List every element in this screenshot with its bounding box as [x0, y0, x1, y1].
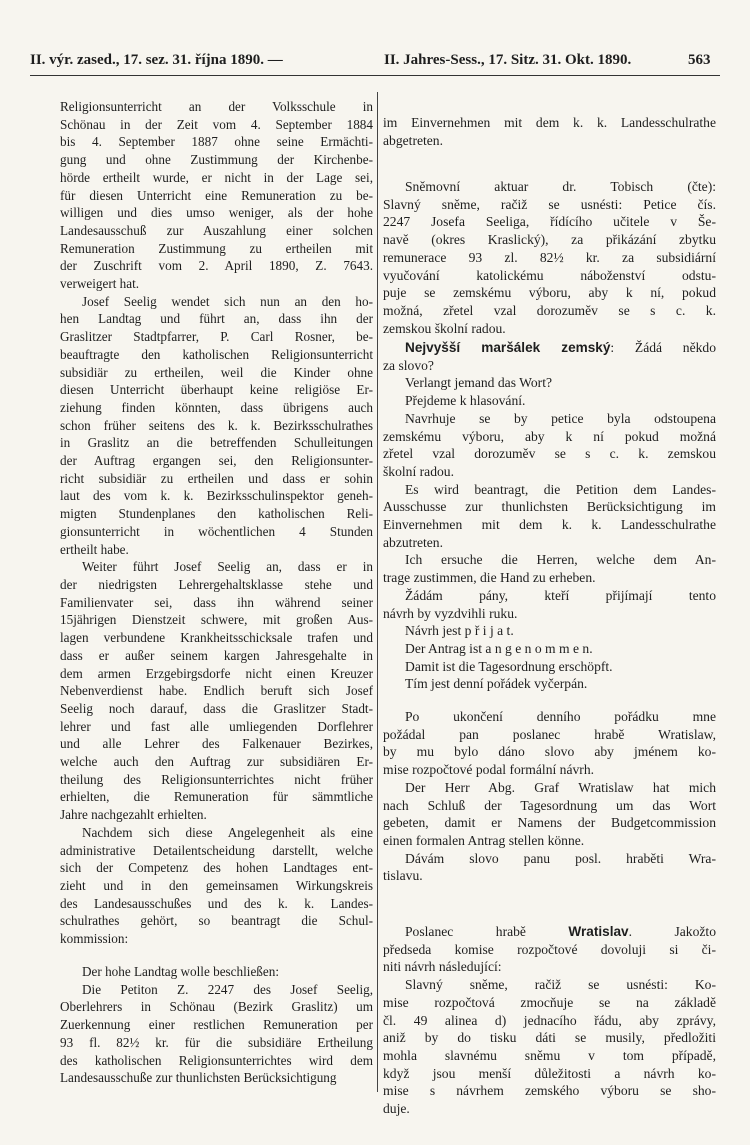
paragraph [383, 850, 716, 885]
text-line: Nebenverdienst habe. Endlich beruft sich Josef [60, 683, 373, 699]
text-line: Es wird beantragt, die Petition dem Landes- [405, 481, 716, 497]
text-line: in Graslitz an die betreffenden Schulleitungen [60, 435, 373, 451]
paragraph [383, 551, 716, 586]
paragraph [60, 981, 373, 1087]
text-line: Ausschusse zur thunlichsten Berücksichtigung im [383, 499, 716, 515]
paragraph [383, 923, 716, 976]
text-line: čl. 49 alinea d) jednacího řádu, aby zprávy, [383, 1012, 716, 1028]
text-line: Nachdem sich diese Angelegenheit als eine [82, 824, 373, 840]
page-number: 563 [688, 52, 711, 68]
right-column-continuation [383, 114, 716, 149]
text-line: erhielten, die Remuneration für sämmtliche [60, 789, 373, 805]
text-line: hörde ertheilt wurde, er nicht in der Lage sei, [60, 169, 373, 185]
text-line: dem armen Erzgebirgsdorfe nicht einen Kreuzer [60, 665, 373, 681]
text-line: návrh by vyzdvihli ruku. [383, 605, 518, 621]
paragraph [383, 675, 716, 693]
text-line: welche auch den Auftrag zur subsidiären Er- [60, 754, 373, 770]
paragraph [383, 708, 716, 779]
text-line: für diesen Unterricht eine Remuneration zu be- [60, 187, 373, 203]
right-column-marshal-vote [383, 339, 716, 693]
text-line: einen formalen Antrag stellen könne. [383, 832, 585, 848]
text-line: předseda komise rozpočtové dovoluji si či- [383, 941, 716, 957]
text-line: Dávám slovo panu posl. hraběti Wra- [405, 850, 716, 866]
text-line: Damit ist die Tagesordnung erschöpft. [405, 658, 613, 674]
text-line: Landesausschuße zur thunlichsten Berücksichtigung [60, 1070, 337, 1086]
text-line: der Auftrag ergangen sei, den Religionsunter- [60, 453, 373, 469]
text-line: Zuerkennung einer restlichen Remuneration per [60, 1017, 373, 1033]
paragraph [383, 622, 716, 640]
text-line: gung und ohne Zustimmung der Kirchenbe- [60, 152, 373, 168]
text-line: Josef Seelig wendet sich nun an den ho- [82, 293, 373, 309]
text-line: migten Stundenplanes den katholischen Reli- [60, 506, 373, 522]
paragraph [383, 779, 716, 850]
text-line: dass er außer seinem kargen Jahresgehalte in [60, 647, 373, 663]
text-line: by mu bylo dáno slovo aby jménem ko- [383, 744, 716, 760]
right-column-actuary-reading [383, 178, 716, 337]
text-line: navě (okres Kraslický), za přikázání zbytku [383, 232, 716, 248]
text-line: der niedrigsten Lehrergehaltsklasse stehe und [60, 576, 373, 592]
text-line: abgetreten. [383, 132, 444, 148]
text-line: nach Schluß der Tagesordnung um das Wort [383, 797, 716, 813]
text-line: Weiter führt Josef Seelig an, dass er in [82, 559, 373, 575]
text-line: lehrer und fast alle umliegenden Dorflehrer [60, 718, 373, 734]
text-line: gionsunterricht in wöchentlichen 4 Stunden [60, 523, 373, 539]
text-line: když jsou menší důležitosti a návrh ko- [383, 1065, 716, 1081]
text-line [383, 923, 716, 941]
text-line: Slavný sněme, račiž se usnésti: Ko- [405, 977, 716, 993]
paragraph [60, 558, 373, 824]
paragraph [383, 976, 716, 1118]
paragraph [383, 339, 716, 374]
text-line: abzutreten. [383, 534, 444, 550]
text-line: theilung des Religionsunterrichtes nicht früher [60, 771, 373, 787]
text-line: 93 fl. 82½ kr. für die subsidiäre Ertheilung [60, 1034, 373, 1050]
text-line: bis 4. September 1887 ohne seine Ermächti- [60, 134, 373, 150]
paragraph [60, 824, 373, 948]
text-line: ertheilt habe. [60, 541, 129, 557]
text-line: mise s návrhem zemského výboru se sho- [383, 1083, 716, 1099]
text-line: und alle Lehrer des Falkenauer Bezirkes, [60, 736, 373, 752]
text-line: duje. [383, 1101, 410, 1117]
text-line: verweigert hat. [60, 276, 140, 292]
speech-text: . Jakožto [628, 924, 716, 939]
text-line [383, 339, 716, 357]
paragraph [383, 374, 716, 392]
text-line: Seelig noch darauf, dass die Graslitzer Stadt- [60, 700, 373, 716]
text-line: Einvernehmen mit dem k. k. Landesschulrathe [383, 517, 716, 533]
text-line: Oberlehrers in Schönau (Bezirk Graslitz) um [60, 999, 373, 1015]
paragraph [60, 963, 373, 981]
text-line: mise rozpočtová zmocňuje se na základě [383, 994, 716, 1010]
paragraph [383, 481, 716, 552]
text-line: Die Petiton Z. 2247 des Josef Seelig, [82, 981, 373, 997]
text-line: der Zuschrift vom 2. April 1890, Z. 7643. [60, 258, 373, 274]
text-line: za slovo? [383, 357, 434, 373]
text-line: remunerace 93 zl. 82½ kr. za subsidiární [383, 249, 716, 265]
text-line: hen Landtag und führt an, dass ihn der [60, 311, 373, 327]
text-line: vyučování katolickému náboženství odstu- [383, 267, 716, 283]
speaker-title: Poslanec hrabě [405, 924, 569, 939]
text-line: Sněmovní aktuar dr. Tobisch (čte): [405, 179, 716, 194]
text-line: zemskou školní radou. [383, 320, 506, 336]
text-line: trage zustimmen, die Hand zu erheben. [383, 570, 596, 586]
text-line: Familienvater sei, dass ihn während seiner [60, 594, 373, 610]
text-line: mise rozpočtové podal formální návrh. [383, 762, 595, 778]
text-line: možná, zřetel vzal dorozuměv se s c. k. [383, 302, 716, 318]
text-line: tislavu. [383, 868, 423, 884]
text-line: Landesausschuß zur Auszahlung einer solchen [60, 222, 373, 238]
text-line: Remuneration Zustimmung zu ertheilen mit [60, 240, 373, 256]
text-line: Navrhuje se by petice byla odstoupena [405, 410, 716, 426]
text-line: zřetel vzal dorozuměv se s c. k. zemskou [383, 446, 716, 462]
paragraph [383, 114, 716, 149]
text-line: Der hohe Landtag wolle beschließen: [82, 964, 280, 979]
text-line: laut des vom k. k. Bezirksschulinspektor geneh- [60, 488, 373, 504]
left-column-resolution [60, 963, 373, 1087]
paragraph [383, 410, 716, 481]
text-line: niti návrh následující: [383, 959, 502, 975]
text-line: kommission: [60, 931, 129, 947]
text-line: zemskému výboru, aby k ní pokud možná [383, 428, 716, 444]
text-line: subsidiär zu ertheilen, weil die Kinder ohne [60, 364, 373, 380]
text-line: richt subsidiär zu ertheilen und dass er sohin [60, 470, 373, 486]
paragraph [60, 98, 373, 293]
paragraph [60, 293, 373, 559]
text-line: beauftragte den katholischen Religionsunterricht [60, 346, 373, 362]
text-line: des Landesausschußes und des k. k. Landes- [60, 895, 373, 911]
text-line: Tím jest denní pořádek vyčerpán. [405, 676, 588, 692]
speaker-name: Wratislav [568, 924, 629, 939]
text-line: schulrathes gehört, so beantragt die Schul- [60, 913, 373, 929]
text-line: Verlangt jemand das Wort? [405, 375, 553, 391]
text-line: diesen Unterricht überhaupt keine religiöse Er- [60, 382, 373, 398]
text-line: Schönau in der Zeit vom 4. September 1884 [60, 116, 373, 132]
text-line: školní radou. [383, 463, 454, 479]
column-divider [377, 92, 378, 1092]
text-line: sich der Competenz des hohen Landtages ent- [60, 860, 373, 876]
text-line: Der Antrag ist a n g e n o m m e n. [405, 640, 593, 656]
text-line: puje se zemskému výboru, aby k ní, pokud [383, 285, 716, 301]
paragraph [383, 640, 716, 658]
text-line: Ich ersuche die Herren, welche dem An- [405, 552, 716, 568]
text-line: Přejdeme k hlasování. [405, 393, 526, 409]
text-line: lagen verbundene Krankheitsschicksale trafen und [60, 630, 373, 646]
text-line: mohla slavnému sněmu v tom případě, [383, 1047, 716, 1063]
text-line: des katholischen Religionsunterrichtes wird dem [60, 1052, 373, 1068]
left-column-main [60, 98, 373, 948]
running-header-czech: II. výr. zased., 17. sez. 31. října 1890. — [30, 52, 283, 68]
text-line: schon früher seitens des k. k. Bezirksschulrathes [60, 417, 373, 433]
text-line: gebeten, damit er Namens der Budgetcommission [383, 815, 716, 831]
text-line: willigen und dies umso weniger, als der hohe [60, 205, 373, 221]
paragraph [383, 587, 716, 622]
header-divider [30, 75, 720, 76]
text-line: administrative Detailentscheidung darstellt, welche [60, 842, 373, 858]
text-line: zieht und in den gemeinsamen Wirkungskreis [60, 877, 373, 893]
running-header-german: II. Jahres-Sess., 17. Sitz. 31. Okt. 1890. [384, 52, 632, 68]
paragraph [383, 392, 716, 410]
text-line: Religionsunterricht an der Volksschule in [60, 99, 373, 114]
speech-text: : Žádá někdo [610, 340, 716, 355]
text-line: Žádám pány, kteří přijímají tento [405, 587, 716, 603]
right-column-wratislaw-request [383, 708, 716, 885]
text-line: Slavný sněme, račiž se usnésti: Petice čís. [383, 196, 716, 212]
text-line: Graslitzer Stadtpfarrer, P. Carl Rosner, be- [60, 329, 373, 345]
text-line: Jahre nachgezahlt erhielten. [60, 807, 207, 823]
text-line: Po ukončení denního pořádku mne [405, 709, 716, 724]
text-line: 15jährigen Dienstzeit schwere, mit großen Aus- [60, 612, 373, 628]
text-line: požádal pan poslanec hrabě Wratislaw, [383, 726, 716, 742]
paragraph [383, 658, 716, 676]
speaker-name: Nejvyšší maršálek zemský [405, 340, 611, 355]
text-line: im Einvernehmen mit dem k. k. Landesschulrathe [383, 115, 716, 130]
paragraph [383, 178, 716, 337]
text-line: 2247 Josefa Seeliga, řídícího učitele v Še- [383, 214, 716, 230]
text-line: ziehung finden könnten, dass übrigens auch [60, 399, 373, 415]
right-column-wratislaw-motion [383, 923, 716, 1118]
text-line: Návrh jest p ř i j a t. [405, 623, 514, 639]
text-line: aniž by do tisku dáti se musily, předložiti [383, 1030, 716, 1046]
text-line: Der Herr Abg. Graf Wratislaw hat mich [405, 779, 716, 795]
